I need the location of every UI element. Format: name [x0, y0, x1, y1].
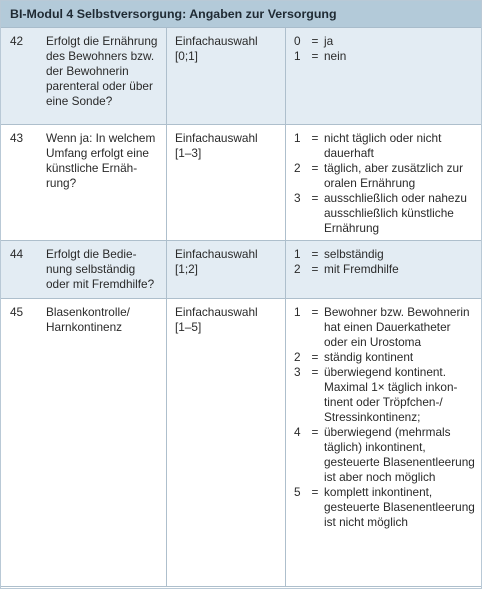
option-key: 3 [294, 190, 301, 205]
option-text: mit Fremdhilfe [324, 261, 399, 276]
type-range: [1;2] [175, 261, 198, 276]
option-key: 4 [294, 424, 301, 439]
option-item [294, 350, 477, 365]
option-item [294, 131, 477, 161]
option-eq: = [311, 349, 319, 364]
type-label: Einfachauswahl [175, 304, 258, 319]
table-title: BI-Modul 4 Selbstversorgung: Angaben zur Versorgung [1, 1, 481, 28]
option-eq: = [311, 34, 319, 48]
option-item [294, 425, 477, 485]
row-type [167, 298, 286, 586]
row-number: 43 [10, 130, 24, 145]
option-eq: = [311, 49, 319, 63]
option-text: komplett inkontinent, gesteuerte Blasenentleerung ist nicht möglich [324, 484, 475, 529]
row-number: 42 [10, 34, 24, 48]
table-row [1, 28, 481, 124]
row-question: Erfolgt die Ernährung des Bewohners bzw. der Bewohnerin parenteral oder über eine Sonde? [46, 34, 158, 108]
row-number: 44 [10, 246, 24, 261]
option-text: ja [324, 34, 334, 48]
option-text: nein [324, 49, 347, 63]
row-type [167, 124, 286, 240]
option-item [294, 191, 477, 236]
option-item [294, 49, 477, 64]
type-range: [1–5] [175, 319, 202, 334]
option-key: 1 [294, 246, 301, 261]
option-eq: = [311, 130, 319, 145]
row-question: Blasenkontrolle/ Harnkontinenz [46, 304, 130, 334]
table-row [1, 124, 481, 240]
care-table [1, 28, 481, 587]
row-question: Wenn ja: In welchem Umfang erfolgt eine künstliche Ernährung? [46, 130, 156, 190]
option-eq: = [311, 304, 319, 319]
option-key: 5 [294, 484, 301, 499]
option-key: 1 [294, 304, 301, 319]
option-text: selbständig [324, 246, 384, 261]
row-question: Erfolgt die Bedienung selbständig oder mit Fremdhilfe? [46, 246, 155, 291]
row-type [167, 240, 286, 298]
option-key: 2 [294, 160, 301, 175]
row-options [286, 124, 482, 240]
table-row [1, 298, 481, 586]
row-type [167, 28, 286, 124]
option-item [294, 262, 477, 277]
row-options [286, 28, 482, 124]
option-text: nicht täglich oder nicht dauerhaft [324, 130, 442, 160]
option-item [294, 161, 477, 191]
option-text: überwiegend kontinent. Maximal 1× täglich inkontinent oder Tröpfchen-/ Stressinkontinenz; [324, 364, 458, 424]
option-text: täglich, aber zusätzlich zur oralen Ernährung [324, 160, 464, 190]
option-text: Bewohner bzw. Bewohnerin hat einen Dauerkatheter oder ein Urostoma [324, 304, 470, 349]
option-item [294, 365, 477, 425]
row-options [286, 240, 482, 298]
row-number: 45 [10, 304, 24, 319]
type-range: [0;1] [175, 49, 198, 63]
type-label: Einfachauswahl [175, 130, 258, 145]
option-key: 2 [294, 349, 301, 364]
option-eq: = [311, 160, 319, 175]
table-row [1, 240, 481, 298]
option-text: überwiegend (mehrmals täglich) inkontinent, gesteuerte Blasenentleerung ist aber noch möglich [324, 424, 475, 484]
type-label: Einfachauswahl [175, 246, 258, 261]
row-options [286, 298, 482, 586]
option-eq: = [311, 424, 319, 439]
option-item [294, 305, 477, 350]
option-item [294, 485, 477, 530]
option-eq: = [311, 190, 319, 205]
option-key: 1 [294, 49, 301, 63]
option-item [294, 247, 477, 262]
option-eq: = [311, 364, 319, 379]
option-key: 0 [294, 34, 301, 48]
option-key: 3 [294, 364, 301, 379]
option-key: 1 [294, 130, 301, 145]
option-eq: = [311, 261, 319, 276]
type-range: [1–3] [175, 145, 202, 160]
option-item [294, 34, 477, 49]
option-text: ausschließlich oder nahezu ausschließlich künstliche Ernährung [324, 190, 467, 235]
option-text: ständig kontinent [324, 349, 414, 364]
option-key: 2 [294, 261, 301, 276]
option-eq: = [311, 484, 319, 499]
option-eq: = [311, 246, 319, 261]
type-label: Einfachauswahl [175, 34, 258, 48]
